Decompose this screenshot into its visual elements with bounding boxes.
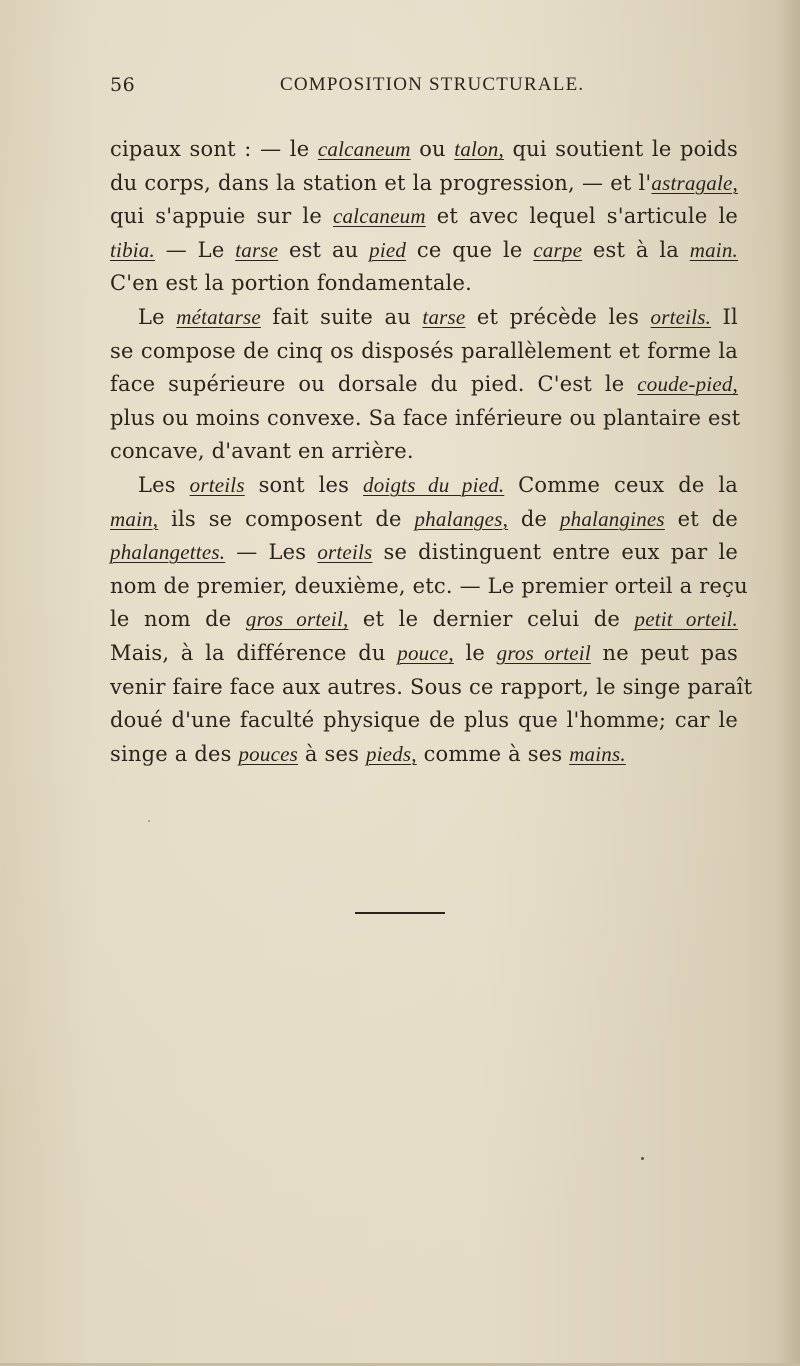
text-run: et avec lequel s'articule le (425, 204, 738, 229)
text-run: est à la (582, 237, 690, 262)
italic-term: pied (369, 237, 407, 262)
italic-term: doigts du pied. (363, 472, 505, 497)
italic-term: pieds, (365, 741, 417, 766)
body-text (110, 133, 753, 771)
italic-term: pouce, (397, 640, 454, 665)
text-run: et de (664, 506, 738, 531)
italic-term: main. (689, 237, 738, 262)
text-run: est au (278, 237, 370, 262)
text-run: du corps, dans la station et la progression, — et l' (110, 170, 652, 195)
text-line (110, 503, 738, 537)
section-separator-rule (355, 912, 445, 914)
text-line (110, 335, 738, 369)
text-run: concave, d'avant en arrière. (110, 439, 414, 464)
text-line (110, 603, 738, 637)
italic-term: pouces (238, 741, 298, 766)
text-line (110, 738, 738, 772)
italic-term: métatarse (176, 304, 261, 329)
text-run: qui soutient le poids (503, 137, 738, 161)
text-run: nom de premier, deuxième, etc. — Le premier orteil a reçu (110, 573, 748, 598)
italic-term: talon, (454, 137, 504, 161)
text-run: le nom de (110, 607, 246, 632)
text-run: se compose de cinq os disposés parallèlement et forme la (110, 338, 738, 363)
italic-term: orteils (189, 472, 245, 497)
italic-term: calcaneum (317, 137, 411, 161)
text-line (110, 536, 738, 570)
text-run: Les (138, 472, 190, 497)
text-line (110, 267, 738, 301)
text-line (110, 234, 738, 268)
italic-term: phalangines (559, 506, 665, 531)
text-run: plus ou moins convexe. Sa face inférieure ou plantaire est (110, 405, 741, 430)
italic-term: phalanges, (414, 506, 509, 531)
text-run: à ses (298, 741, 366, 766)
italic-term: gros orteil, (245, 607, 349, 632)
page-header (110, 74, 740, 104)
text-run: venir faire face aux autres. Sous ce rapport, le singe paraît (110, 674, 753, 699)
text-line (110, 671, 753, 705)
italic-term: phalangettes. (110, 540, 226, 565)
text-run: de (508, 506, 560, 531)
italic-term: tarse (422, 304, 466, 329)
italic-term: mains. (569, 741, 626, 766)
text-run: cipaux sont : — le (110, 137, 318, 161)
text-run: comme à ses (416, 741, 570, 766)
italic-term: calcaneum (332, 204, 426, 229)
italic-term: petit orteil. (634, 607, 739, 632)
text-run: ne peut pas (590, 640, 739, 665)
text-line (110, 167, 738, 201)
text-run: Le (138, 304, 177, 329)
running-title: COMPOSITION STRUCTURALE. (280, 74, 585, 95)
text-line (110, 200, 738, 234)
text-line (110, 402, 741, 436)
italic-term: main, (110, 506, 159, 531)
text-run: — Les (225, 540, 318, 565)
text-run: Comme ceux de la (504, 472, 738, 497)
text-run: sont les (244, 472, 364, 497)
text-run: et précède les (465, 304, 651, 329)
text-line (110, 133, 738, 167)
italic-term: astragale, (651, 170, 738, 195)
text-run: qui s'appuie sur le (110, 204, 333, 229)
italic-term: gros orteil (496, 640, 591, 665)
text-run: doué d'une faculté physique de plus que l'homme; car le (110, 708, 738, 733)
text-run: ou (410, 137, 455, 161)
text-run: et le dernier celui de (348, 607, 635, 632)
italic-term: coude-pied, (637, 372, 738, 397)
text-run: ce que le (406, 237, 534, 262)
ink-speck (641, 1157, 644, 1160)
text-run: face supérieure ou dorsale du pied. C'est le (110, 372, 638, 397)
text-line (110, 435, 738, 469)
text-line (110, 469, 738, 503)
ink-speck (148, 820, 150, 822)
text-run: ils se composent de (158, 506, 415, 531)
text-run: C'en est la portion fondamentale. (110, 271, 472, 296)
text-run: se distinguent entre eux par le (372, 540, 738, 565)
text-run: Mais, à la différence du (110, 640, 398, 665)
text-run: Il (711, 304, 738, 329)
italic-term: tarse (235, 237, 279, 262)
italic-term: orteils. (650, 304, 712, 329)
text-run: — Le (154, 237, 236, 262)
text-run: le (453, 640, 497, 665)
italic-term: carpe (533, 237, 583, 262)
text-line (110, 704, 738, 738)
page-edge-shadow (778, 0, 800, 1366)
italic-term: tibia. (110, 237, 155, 262)
text-line (110, 368, 738, 402)
text-line (110, 570, 748, 604)
page-number: 56 (110, 74, 136, 96)
italic-term: orteils (317, 540, 373, 565)
text-line (110, 301, 738, 335)
text-line (110, 637, 738, 671)
text-run: singe a des (110, 741, 239, 766)
text-run: fait suite au (260, 304, 423, 329)
